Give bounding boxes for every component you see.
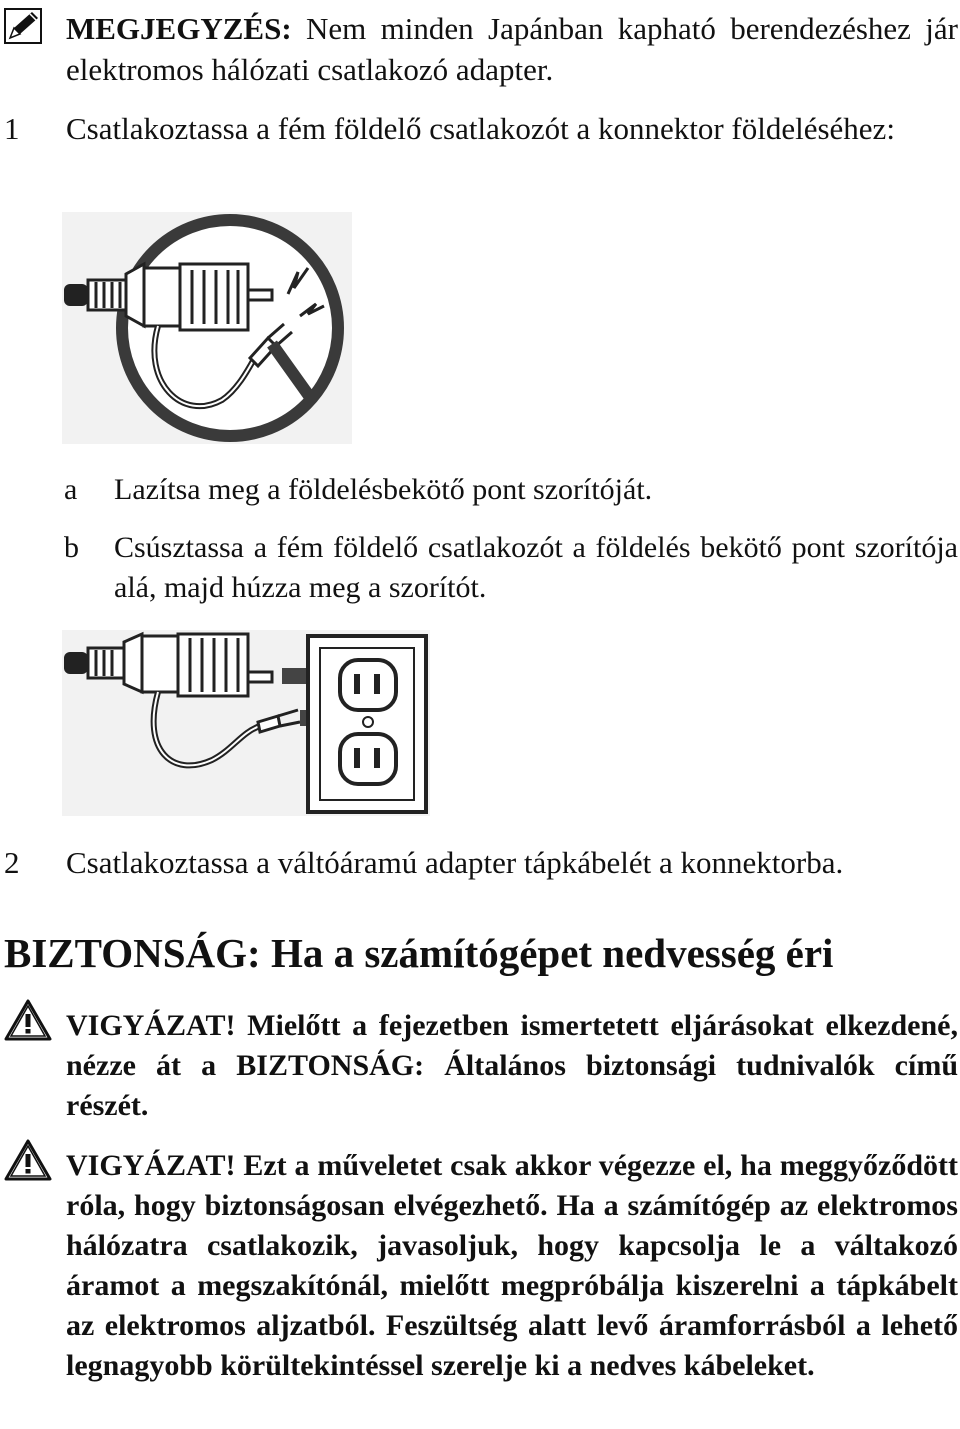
warning-triangle-icon: [4, 1138, 52, 1182]
note-pencil-icon: [4, 8, 42, 44]
step-text: Csatlakoztassa a fém földelő csatlakozót a konnektor földeléséhez:: [66, 111, 895, 146]
step-number: 1: [4, 111, 20, 146]
step-text: Csatlakoztassa a váltóáramú adapter tápkábelét a konnektorba.: [66, 845, 844, 880]
warning-triangle-icon: [4, 998, 52, 1042]
warning-text: Ezt a műveletet csak akkor végezze el, ha meggyőződött róla, hogy biztonságosan elvégezhető. Ha a számítógép az elektromos hálózatra csatlakozik, javasoljuk, hogy kapcsolja le a váltakozó áramot a megszakítónál, mielőtt megpróbálja kiszerelni a tápkábelt az elektromos aljzatból. Feszültség alatt levő áramforrásból a lehető legnagyobb körültekintéssel szerelje ki a nedves kábeleket.: [66, 1149, 958, 1382]
warning-label: VIGYÁZAT!: [66, 1149, 236, 1182]
no-grounding-connection-illustration: [62, 212, 352, 444]
step-2: [4, 842, 958, 883]
warning-label: VIGYÁZAT!: [66, 1009, 236, 1042]
note-text: Nem minden Japánban kapható berendezéshez jár elektromos hálózati csatlakozó adapter.: [66, 11, 958, 87]
section-heading: BIZTONSÁG: Ha a számítógépet nedvesség éri: [4, 930, 834, 976]
substep-text: Lazítsa meg a földelésbekötő pont szorítóját.: [114, 473, 653, 506]
substep-text: Csúsztassa a fém földelő csatlakozót a földelés bekötő pont szorítója alá, majd húzza meg a szorítót.: [114, 531, 958, 604]
warning-block-2: [66, 1146, 958, 1386]
substep-letter: a: [64, 473, 78, 506]
warning-text: Mielőtt a fejezetben ismertetett eljárásokat elkezdené, nézze át a BIZTONSÁG: Általános biztonsági tudnivalók című részét.: [66, 1009, 958, 1122]
substep-letter: b: [64, 531, 79, 564]
note-label: MEGJEGYZÉS:: [66, 11, 292, 46]
step-1: [4, 108, 958, 149]
substep-b: [64, 528, 958, 608]
warning-block-1: [66, 1006, 958, 1126]
plug-into-outlet-illustration: [62, 630, 430, 816]
substep-a: [64, 470, 958, 510]
step-number: 2: [4, 845, 20, 880]
note-block: [66, 8, 958, 90]
